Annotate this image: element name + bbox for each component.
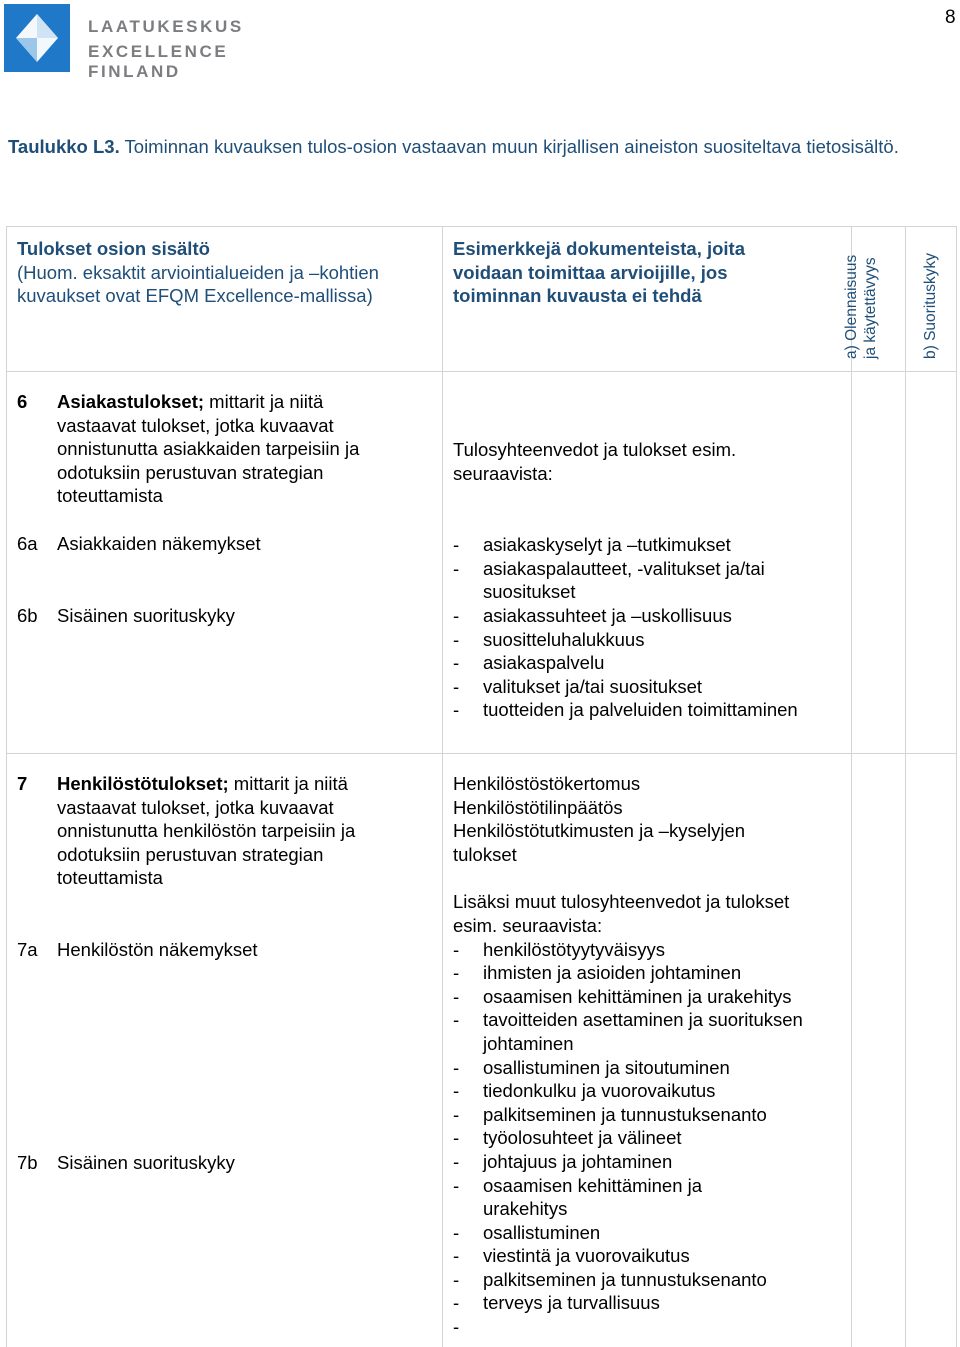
section-6-number: 6 [17,391,28,412]
list-item: - terveys ja turvallisuus [453,1291,851,1315]
header-examples-line-3: toiminnan kuvausta ei tehdä [453,285,702,307]
list-item-text: osallistuminen ja sitoutuminen [483,1056,730,1078]
list-item: - osallistuminen ja sitoutuminen [453,1056,851,1080]
list-item-text: tiedonkulku ja vuorovaikutus [483,1080,716,1102]
list-item-text: työolosuhteet ja välineet [483,1127,682,1149]
list-item-text: henkilöstötyytyväisyys [483,938,665,960]
section-7-desc-2: onnistunutta henkilöstön tarpeisiin ja [57,820,356,842]
section-7-desc-4: toteuttamista [57,867,163,889]
list-item: - palkitseminen ja tunnustuksenanto [453,1268,851,1292]
section-6-intro-2: seuraavista: [453,462,553,484]
section-row-people-results [7,754,957,1347]
list-item-text: johtajuus ja johtaminen [483,1150,673,1172]
section-7-intro-2: esim. seuraavista: [453,914,603,936]
section-7-doc-2: Henkilöstötilinpäätös [453,796,623,818]
subsection-7a-label: Henkilöstön näkemykset [57,938,258,960]
list-item-text: palkitseminen ja tunnustuksenanto [483,1268,767,1290]
subsection-6a [17,532,442,556]
section-6-title-rest: mittarit ja niitä [204,391,324,412]
section-7-doc-4: tulokset [453,843,517,865]
section-7-description [57,772,442,890]
list-item: - tavoitteiden asettaminen ja suorituksen johtaminen [453,1008,851,1055]
section-6-desc-2: onnistunutta asiakkaiden tarpeisiin ja [57,438,360,460]
list-item-text [483,1315,851,1339]
section-7-desc-1: vastaavat tulokset, jotka kuvaavat [57,796,334,818]
page-number: 8 [945,7,956,28]
section-6-performance-cell [906,372,957,754]
section-7-examples [443,754,852,1347]
section-7-heading [17,772,442,890]
header-relevance-line-2: ja käytettävyys [862,257,879,359]
logo-line-1: LAATUKESKUS [88,17,244,36]
section-6-relevance-cell [852,372,906,754]
subsection-7b-number: 7b [17,1151,38,1173]
list-item-text: osaamisen kehittäminen ja urakehitys [483,1174,703,1220]
list-item: - viestintä ja vuorovaikutus [453,1244,851,1268]
list-item-text: tavoitteiden asettaminen ja suorituksen johtaminen [483,1009,803,1054]
list-item-text: asiakaspalvelu [483,652,605,674]
header-relevance-line-1: a) Olennaisuus [843,254,860,359]
laatukeskus-logo [4,4,292,81]
section-7-content [7,754,443,1347]
section-7-title-rest: mittarit ja niitä [228,773,348,794]
caption-label: Taulukko L3. [8,136,120,157]
header-content-title: Tulokset osion sisältö [17,238,210,259]
subsection-6a-number: 6a [17,532,38,554]
list-item: - suositteluhalukkuus [453,628,851,652]
section-6-desc-1: vastaavat tulokset, jotka kuvaavat [57,414,334,436]
section-7-intro-1: Lisäksi muut tulosyhteenvedot ja tulokset [453,891,790,913]
list-item: - valitukset ja/tai suositukset [453,675,851,699]
list-item-text: terveys ja turvallisuus [483,1292,660,1314]
section-6-title: Asiakastulokset; [57,391,205,412]
subsection-6b-label: Sisäinen suorituskyky [57,604,235,626]
section-6-desc-4: toteuttamista [57,485,163,507]
list-item-text: asiakaspalautteet, -valitukset ja/tai suositukset [483,557,765,603]
list-item: - osaamisen kehittäminen ja urakehitys [453,985,851,1009]
subsection-7a [17,938,442,962]
logo-mark [4,4,70,72]
subsection-7b [17,1151,442,1175]
subsection-7a-number: 7a [17,938,38,960]
section-6-examples [443,372,852,754]
list-item-text: osallistuminen [483,1221,601,1243]
list-item: - [453,1315,851,1339]
header-cell-content [7,227,443,372]
list-item-text: palkitseminen ja tunnustuksenanto [483,1103,767,1125]
header-content-note-2: kuvaukset ovat EFQM Excellence-mallissa) [17,285,373,307]
subsection-6b-number: 6b [17,604,38,626]
list-item-text: asiakassuhteet ja –uskollisuus [483,604,732,626]
list-item-text: tuotteiden ja palveluiden toimittaminen [483,699,798,721]
list-item: - ihmisten ja asioiden johtaminen [453,961,851,985]
results-table [6,226,957,1347]
table-caption [8,134,928,159]
header-cell-examples [443,227,852,372]
header-examples-line-2: voidaan toimittaa arvioijille, jos [453,261,728,283]
list-item: - asiakaspalautteet, -valitukset ja/tai suositukset [453,557,851,604]
list-item: - osaamisen kehittäminen ja urakehitys [453,1174,851,1221]
section-6-intro-1: Tulosyhteenvedot ja tulokset esim. [453,439,737,460]
list-item: - asiakaspalvelu [453,651,851,675]
list-item-text: osaamisen kehittäminen ja urakehitys [483,985,792,1007]
subsection-6b [17,604,442,628]
section-6-content [7,372,443,754]
section-row-customer-results [7,372,957,754]
list-item-text: valitukset ja/tai suositukset [483,675,703,697]
list-item: - johtajuus ja johtaminen [453,1150,851,1174]
header-content-note-1: (Huom. eksaktit arviointialueiden ja –kohtien [17,261,379,283]
section-7-desc-3: odotuksiin perustuvan strategian [57,843,324,865]
header-cell-performance [906,227,957,372]
section-7-relevance-cell [852,754,906,1347]
list-item: - asiakassuhteet ja –uskollisuus [453,604,851,628]
header-examples-line-1: Esimerkkejä dokumenteista, joita [453,238,746,259]
table-header-row [7,227,957,372]
list-item-text: asiakaskyselyt ja –tutkimukset [483,534,731,556]
header-cell-relevance [843,227,906,372]
section-6-desc-3: odotuksiin perustuvan strategian [57,461,324,483]
subsection-7b-label: Sisäinen suorituskyky [57,1151,235,1173]
list-item: - tuotteiden ja palveluiden toimittaminen [453,698,851,722]
list-item-text: suositteluhalukkuus [483,628,645,650]
logo-line-2: EXCELLENCE FINLAND [88,42,229,81]
list-item: - työolosuhteet ja välineet [453,1126,851,1150]
header-relevance-text [842,255,880,359]
list-item: - palkitseminen ja tunnustuksenanto [453,1103,851,1127]
list-item-text: ihmisten ja asioiden johtaminen [483,962,742,984]
section-7-doc-3: Henkilöstötutkimusten ja –kyselyjen [453,820,746,842]
section-7-doc-1: Henkilöstöstökertomus [453,773,641,794]
list-item: - tiedonkulku ja vuorovaikutus [453,1079,851,1103]
list-item: - osallistuminen [453,1221,851,1245]
header-performance-text: b) Suorituskyky [922,253,939,359]
section-7-number: 7 [17,773,28,794]
list-item-text: viestintä ja vuorovaikutus [483,1245,690,1267]
subsection-6a-label: Asiakkaiden näkemykset [57,532,261,554]
section-6-description [57,390,442,508]
section-6-heading [17,390,442,508]
section-7-title: Henkilöstötulokset; [57,773,229,794]
list-item: - henkilöstötyytyväisyys [453,938,851,962]
section-7-performance-cell [906,754,957,1347]
caption-text: Toiminnan kuvauksen tulos-osion vastaavan muun kirjallisen aineiston suositeltava tietosisältö. [119,136,899,157]
list-item: - asiakaskyselyt ja –tutkimukset [453,533,851,557]
